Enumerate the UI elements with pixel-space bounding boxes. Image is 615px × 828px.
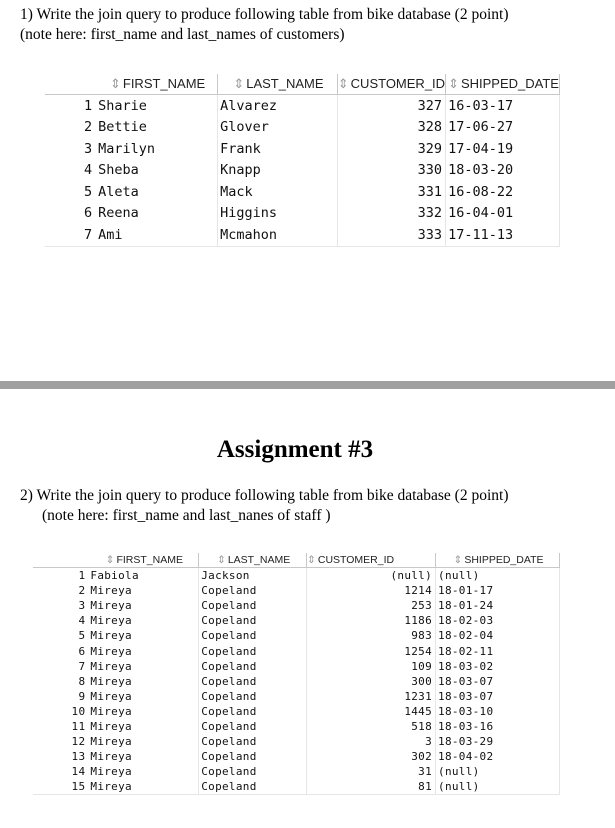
customer-id-column-header[interactable]: ⇕ CUSTOMER_ID	[307, 553, 436, 568]
first-name-cell[interactable]: Sharie	[96, 95, 218, 117]
customer-id-cell[interactable]: 333	[337, 224, 445, 246]
last-name-cell[interactable]: Copeland	[199, 719, 307, 734]
row-number-cell[interactable]: 13	[71, 750, 86, 764]
shipped-date-cell[interactable]: 16-04-01	[446, 203, 560, 225]
shipped-date-cell[interactable]: 16-03-17	[446, 95, 560, 117]
table-row[interactable]	[33, 643, 560, 658]
row-number-header	[45, 74, 96, 95]
first-name-cell[interactable]: Mireya	[88, 689, 198, 704]
table-row[interactable]	[45, 160, 560, 182]
shipped-date-cell[interactable]: 18-03-07	[436, 689, 560, 704]
shipped-date-cell[interactable]: 18-01-17	[436, 583, 560, 598]
customer-id-cell[interactable]: 3	[307, 734, 436, 749]
customer-id-cell[interactable]: 983	[307, 628, 436, 643]
shipped-date-column-header[interactable]: ⇕ SHIPPED_DATE	[436, 553, 560, 568]
last-name-cell[interactable]: Copeland	[199, 674, 307, 689]
shipped-date-cell[interactable]: 17-11-13	[446, 224, 560, 246]
row-number-cell[interactable]: 11	[71, 719, 86, 733]
shipped-date-cell[interactable]: 18-03-07	[436, 674, 560, 689]
last-name-cell[interactable]: Knapp	[218, 160, 338, 182]
table-row[interactable]	[45, 181, 560, 203]
table-row[interactable]	[33, 598, 560, 613]
table-row[interactable]	[33, 628, 560, 643]
last-name-cell[interactable]: Copeland	[199, 659, 307, 674]
customer-id-cell[interactable]: 1231	[307, 689, 436, 704]
last-name-cell[interactable]: Copeland	[199, 764, 307, 779]
row-number-cell[interactable]: 1	[83, 97, 93, 114]
shipped-date-column-header[interactable]: ⇕ SHIPPED_DATE	[446, 74, 560, 95]
table-row[interactable]	[45, 138, 560, 160]
row-number-cell[interactable]: 14	[71, 765, 86, 779]
table-row[interactable]	[45, 95, 560, 117]
row-number-cell[interactable]: 10	[71, 704, 86, 718]
table-row[interactable]	[33, 568, 560, 584]
table-row[interactable]	[33, 779, 560, 795]
first-name-cell[interactable]: Mireya	[88, 613, 198, 628]
last-name-cell[interactable]: Glover	[218, 117, 338, 139]
sort-arrows-icon: ⇕	[453, 554, 463, 566]
assignment-title: Assignment #3	[216, 436, 374, 463]
table-row[interactable]	[33, 734, 560, 749]
table-row[interactable]	[45, 224, 560, 246]
sort-arrows-icon: ⇕	[109, 76, 121, 91]
last-name-cell[interactable]: Copeland	[199, 779, 307, 795]
first-name-cell[interactable]: Mireya	[88, 764, 198, 779]
row-number-cell[interactable]: 6	[83, 205, 93, 222]
first-name-cell[interactable]: Mireya	[88, 734, 198, 749]
last-name-cell[interactable]: Copeland	[199, 613, 307, 628]
question-2-line-1: 2) Write the join query to produce following table from bike database (2 point)	[20, 487, 509, 504]
shipped-date-cell[interactable]: 18-03-02	[436, 659, 560, 674]
shipped-date-cell[interactable]: 18-04-02	[436, 749, 560, 764]
last-name-column-header[interactable]: ⇕ LAST_NAME	[199, 553, 307, 568]
shipped-date-cell[interactable]: 18-03-29	[436, 734, 560, 749]
first-name-cell[interactable]: Mireya	[88, 598, 198, 613]
first-name-column-header[interactable]: ⇕ FIRST_NAME	[96, 74, 218, 95]
first-name-cell[interactable]: Aleta	[96, 181, 218, 203]
last-name-cell[interactable]: Copeland	[199, 583, 307, 598]
customer-id-cell[interactable]: 330	[337, 160, 445, 182]
customer-id-cell[interactable]: 328	[337, 117, 445, 139]
shipped-date-cell[interactable]: 17-04-19	[446, 138, 560, 160]
question-2-line-2: (note here: first_name and last_nanes of staff )	[42, 507, 331, 524]
last-name-cell[interactable]: Copeland	[199, 598, 307, 613]
first-name-cell[interactable]: Mireya	[88, 779, 198, 795]
table-row[interactable]	[33, 719, 560, 734]
first-name-cell[interactable]: Fabiola	[88, 568, 198, 584]
last-name-cell[interactable]: Copeland	[199, 749, 307, 764]
table-row[interactable]	[33, 704, 560, 719]
section-divider	[0, 381, 615, 389]
table-row[interactable]	[45, 117, 560, 139]
customer-id-cell[interactable]: 300	[307, 674, 436, 689]
row-number-header	[33, 553, 88, 568]
row-number-cell[interactable]: 9	[78, 689, 86, 703]
first-name-cell[interactable]: Ami	[96, 224, 218, 246]
customer-id-cell[interactable]: 109	[307, 659, 436, 674]
first-name-cell[interactable]: Mireya	[88, 749, 198, 764]
first-name-cell[interactable]: Sheba	[96, 160, 218, 182]
first-name-cell[interactable]: Mireya	[88, 719, 198, 734]
row-number-cell[interactable]: 1	[78, 569, 86, 583]
customer-id-cell[interactable]: 1445	[307, 704, 436, 719]
sort-arrows-icon: ⇕	[448, 76, 459, 91]
last-name-cell[interactable]: Jackson	[199, 568, 307, 584]
row-number-cell[interactable]: 4	[83, 162, 93, 179]
customer-id-cell[interactable]: 331	[337, 181, 445, 203]
shipped-date-cell[interactable]: (null)	[436, 764, 560, 779]
last-name-cell[interactable]: Copeland	[199, 704, 307, 719]
last-name-cell[interactable]: Copeland	[199, 689, 307, 704]
first-name-cell[interactable]: Mireya	[88, 628, 198, 643]
row-number-cell[interactable]: 5	[83, 183, 93, 200]
row-number-cell[interactable]: 5	[78, 629, 86, 643]
shipped-date-cell[interactable]: 17-06-27	[446, 117, 560, 139]
first-name-cell[interactable]: Mireya	[88, 704, 198, 719]
customer-id-cell[interactable]: 1214	[307, 583, 436, 598]
sort-arrows-icon: ⇕	[233, 76, 245, 91]
last-name-cell[interactable]: Copeland	[199, 643, 307, 658]
shipped-date-cell[interactable]: 18-02-04	[436, 628, 560, 643]
table-row[interactable]	[33, 613, 560, 628]
sort-arrows-icon: ⇕	[307, 554, 316, 566]
sort-arrows-icon: ⇕	[105, 554, 115, 566]
last-name-cell[interactable]: Mack	[218, 181, 338, 203]
last-name-column-header[interactable]: ⇕ LAST_NAME	[218, 74, 338, 95]
first-name-cell[interactable]: Mireya	[88, 659, 198, 674]
shipped-date-cell[interactable]: (null)	[436, 568, 560, 584]
customer-id-cell[interactable]: 518	[307, 719, 436, 734]
customer-id-cell[interactable]: 329	[337, 138, 445, 160]
shipped-date-cell[interactable]: 16-08-22	[446, 181, 560, 203]
customer-id-cell[interactable]: 302	[307, 749, 436, 764]
first-name-cell[interactable]: Mireya	[88, 643, 198, 658]
shipped-date-cell[interactable]: 18-02-03	[436, 613, 560, 628]
shipped-date-cell[interactable]: (null)	[436, 779, 560, 795]
row-number-cell[interactable]: 7	[45, 224, 96, 246]
row-number-cell[interactable]: 2	[83, 119, 93, 136]
table-row[interactable]	[33, 749, 560, 764]
shipped-date-cell[interactable]: 18-03-16	[436, 719, 560, 734]
last-name-cell[interactable]: Copeland	[199, 734, 307, 749]
last-name-cell[interactable]: Alvarez	[218, 95, 338, 117]
row-number-cell[interactable]: 2	[78, 584, 86, 598]
customer-id-cell[interactable]: (null)	[307, 568, 436, 584]
staff-result-grid	[33, 553, 560, 795]
table-row[interactable]	[33, 674, 560, 689]
last-name-cell[interactable]: Copeland	[199, 628, 307, 643]
table-row[interactable]	[33, 659, 560, 674]
customer-id-cell[interactable]: 81	[307, 779, 436, 795]
row-number-cell[interactable]: 3	[83, 140, 93, 157]
first-name-cell[interactable]: Bettie	[96, 117, 218, 139]
last-name-cell[interactable]: Mcmahon	[218, 224, 338, 246]
shipped-date-cell[interactable]: 18-02-11	[436, 643, 560, 658]
row-number-cell[interactable]: 4	[78, 614, 86, 628]
table-row[interactable]	[45, 203, 560, 225]
row-number-cell[interactable]: 6	[78, 644, 86, 658]
customer-id-cell[interactable]: 332	[337, 203, 445, 225]
customer-id-cell[interactable]: 253	[307, 598, 436, 613]
shipped-date-cell[interactable]: 18-03-10	[436, 704, 560, 719]
row-number-cell[interactable]: 8	[78, 674, 86, 688]
last-name-cell[interactable]: Higgins	[218, 203, 338, 225]
question-1-line-2: (note here: first_name and last_names of customers)	[20, 26, 345, 43]
row-number-cell[interactable]: 7	[78, 659, 86, 673]
shipped-date-cell[interactable]: 18-01-24	[436, 598, 560, 613]
question-1-line-1: 1) Write the join query to produce following table from bike database (2 point)	[20, 6, 509, 23]
customer-id-cell[interactable]: 31	[307, 764, 436, 779]
table-row[interactable]	[33, 764, 560, 779]
customers-result-grid	[45, 74, 560, 247]
first-name-cell[interactable]: Reena	[96, 203, 218, 225]
shipped-date-cell[interactable]: 18-03-20	[446, 160, 560, 182]
table-row[interactable]	[33, 689, 560, 704]
sort-arrows-icon: ⇕	[217, 554, 226, 566]
customer-id-cell[interactable]: 1186	[307, 613, 436, 628]
customer-id-cell[interactable]: 327	[337, 95, 445, 117]
first-name-cell[interactable]: Mireya	[88, 674, 198, 689]
first-name-column-header[interactable]: ⇕ FIRST_NAME	[88, 553, 198, 568]
row-number-cell[interactable]: 12	[71, 735, 86, 749]
first-name-cell[interactable]: Mireya	[88, 583, 198, 598]
customer-id-cell[interactable]: 1254	[307, 643, 436, 658]
row-number-cell[interactable]: 15	[33, 779, 88, 795]
first-name-cell[interactable]: Marilyn	[96, 138, 218, 160]
sort-arrows-icon: ⇕	[337, 76, 349, 91]
last-name-cell[interactable]: Frank	[218, 138, 338, 160]
row-number-cell[interactable]: 3	[78, 599, 86, 613]
table-row[interactable]	[33, 583, 560, 598]
customer-id-column-header[interactable]: ⇕ CUSTOMER_ID	[337, 74, 445, 95]
